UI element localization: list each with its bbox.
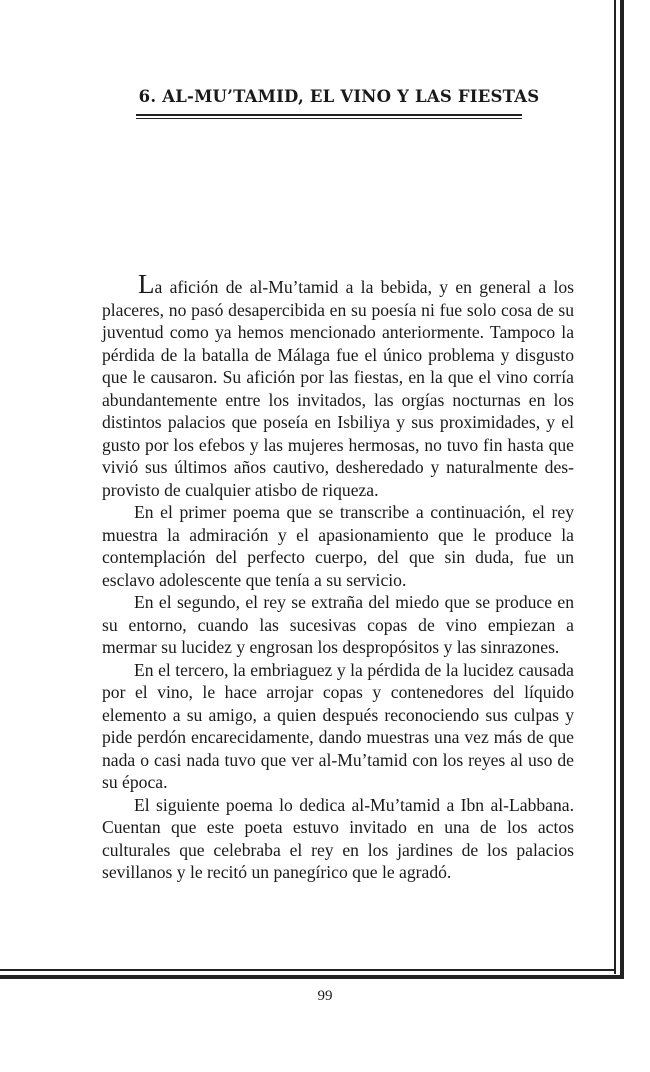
paragraph-5: El siguiente poema lo dedica al-Mu’tamid a Ibn al-Labbana. Cuentan que este poeta estuvo invitado en una de los actos culturales que celebraba el rey en los jardines de los palacios sevillanos y le recitó un panegírico que le agradó. xyxy=(102,794,574,882)
page-frame-bottom-inner-rule xyxy=(0,969,616,971)
paragraph-1-text: a afición de al-Mu’tamid a la bebida, y en general a los placeres, no pasó desapercibida en su poesía ni fue solo cosa de su juventud como ya hemos mencionado anteriormente. Tampoco la pérdida de la batalla de Málaga fue el único problema y disgusto que le causaron. Su afición por las fiestas, en la que el vino corría abundantemente entre los invitados, las orgías nocturnas en los distintos palacios que poseía en Isbiliya y sus proximidades, y el gusto por los efebos y las mujeres hermosas, no tuvo fin hasta que vivió sus últimos años cautivo, desheredado y naturalmente desprovisto de cualquier atisbo de riqueza. xyxy=(102,277,574,500)
page-frame-bottom-outer-rule xyxy=(0,975,624,979)
body-text xyxy=(102,269,574,884)
page-frame-right-inner-rule xyxy=(614,0,616,974)
title-underline-thick xyxy=(136,114,522,116)
paragraph-2: En el primer poema que se transcribe a continuación, el rey muestra la admiración y el apasionamiento que le produce la contemplación del perfecto cuerpo, del que sin duda, fue un esclavo adolescente que tenía a su servicio. xyxy=(102,502,574,590)
paragraph-3: En el segundo, el rey se extraña del miedo que se produce en su entorno, cuando las sucesivas copas de vino empiezan a mermar su lucidez y engrosan los despropósitos y las sinrazones. xyxy=(102,592,574,657)
paragraph-1 xyxy=(102,269,574,501)
initial-letter: L xyxy=(138,269,155,299)
page-number: 99 xyxy=(317,988,333,1004)
chapter-title: 6. AL-MU’TAMID, EL VINO Y LAS FIESTAS xyxy=(138,87,540,106)
title-underline-thin xyxy=(136,118,522,119)
page-frame-right-outer-rule xyxy=(620,0,624,978)
paragraph-4: En el tercero, la embriaguez y la pérdida de la lucidez causada por el vino, le hace arrojar copas y contenedores del líquido elemento a su amigo, a quien después reconociendo sus culpas y pide perdón encarecidamente, dando muestras una vez más de que nada o casi nada tuvo que ver al-Mu’tamid con los reyes al uso de su época. xyxy=(102,659,574,792)
